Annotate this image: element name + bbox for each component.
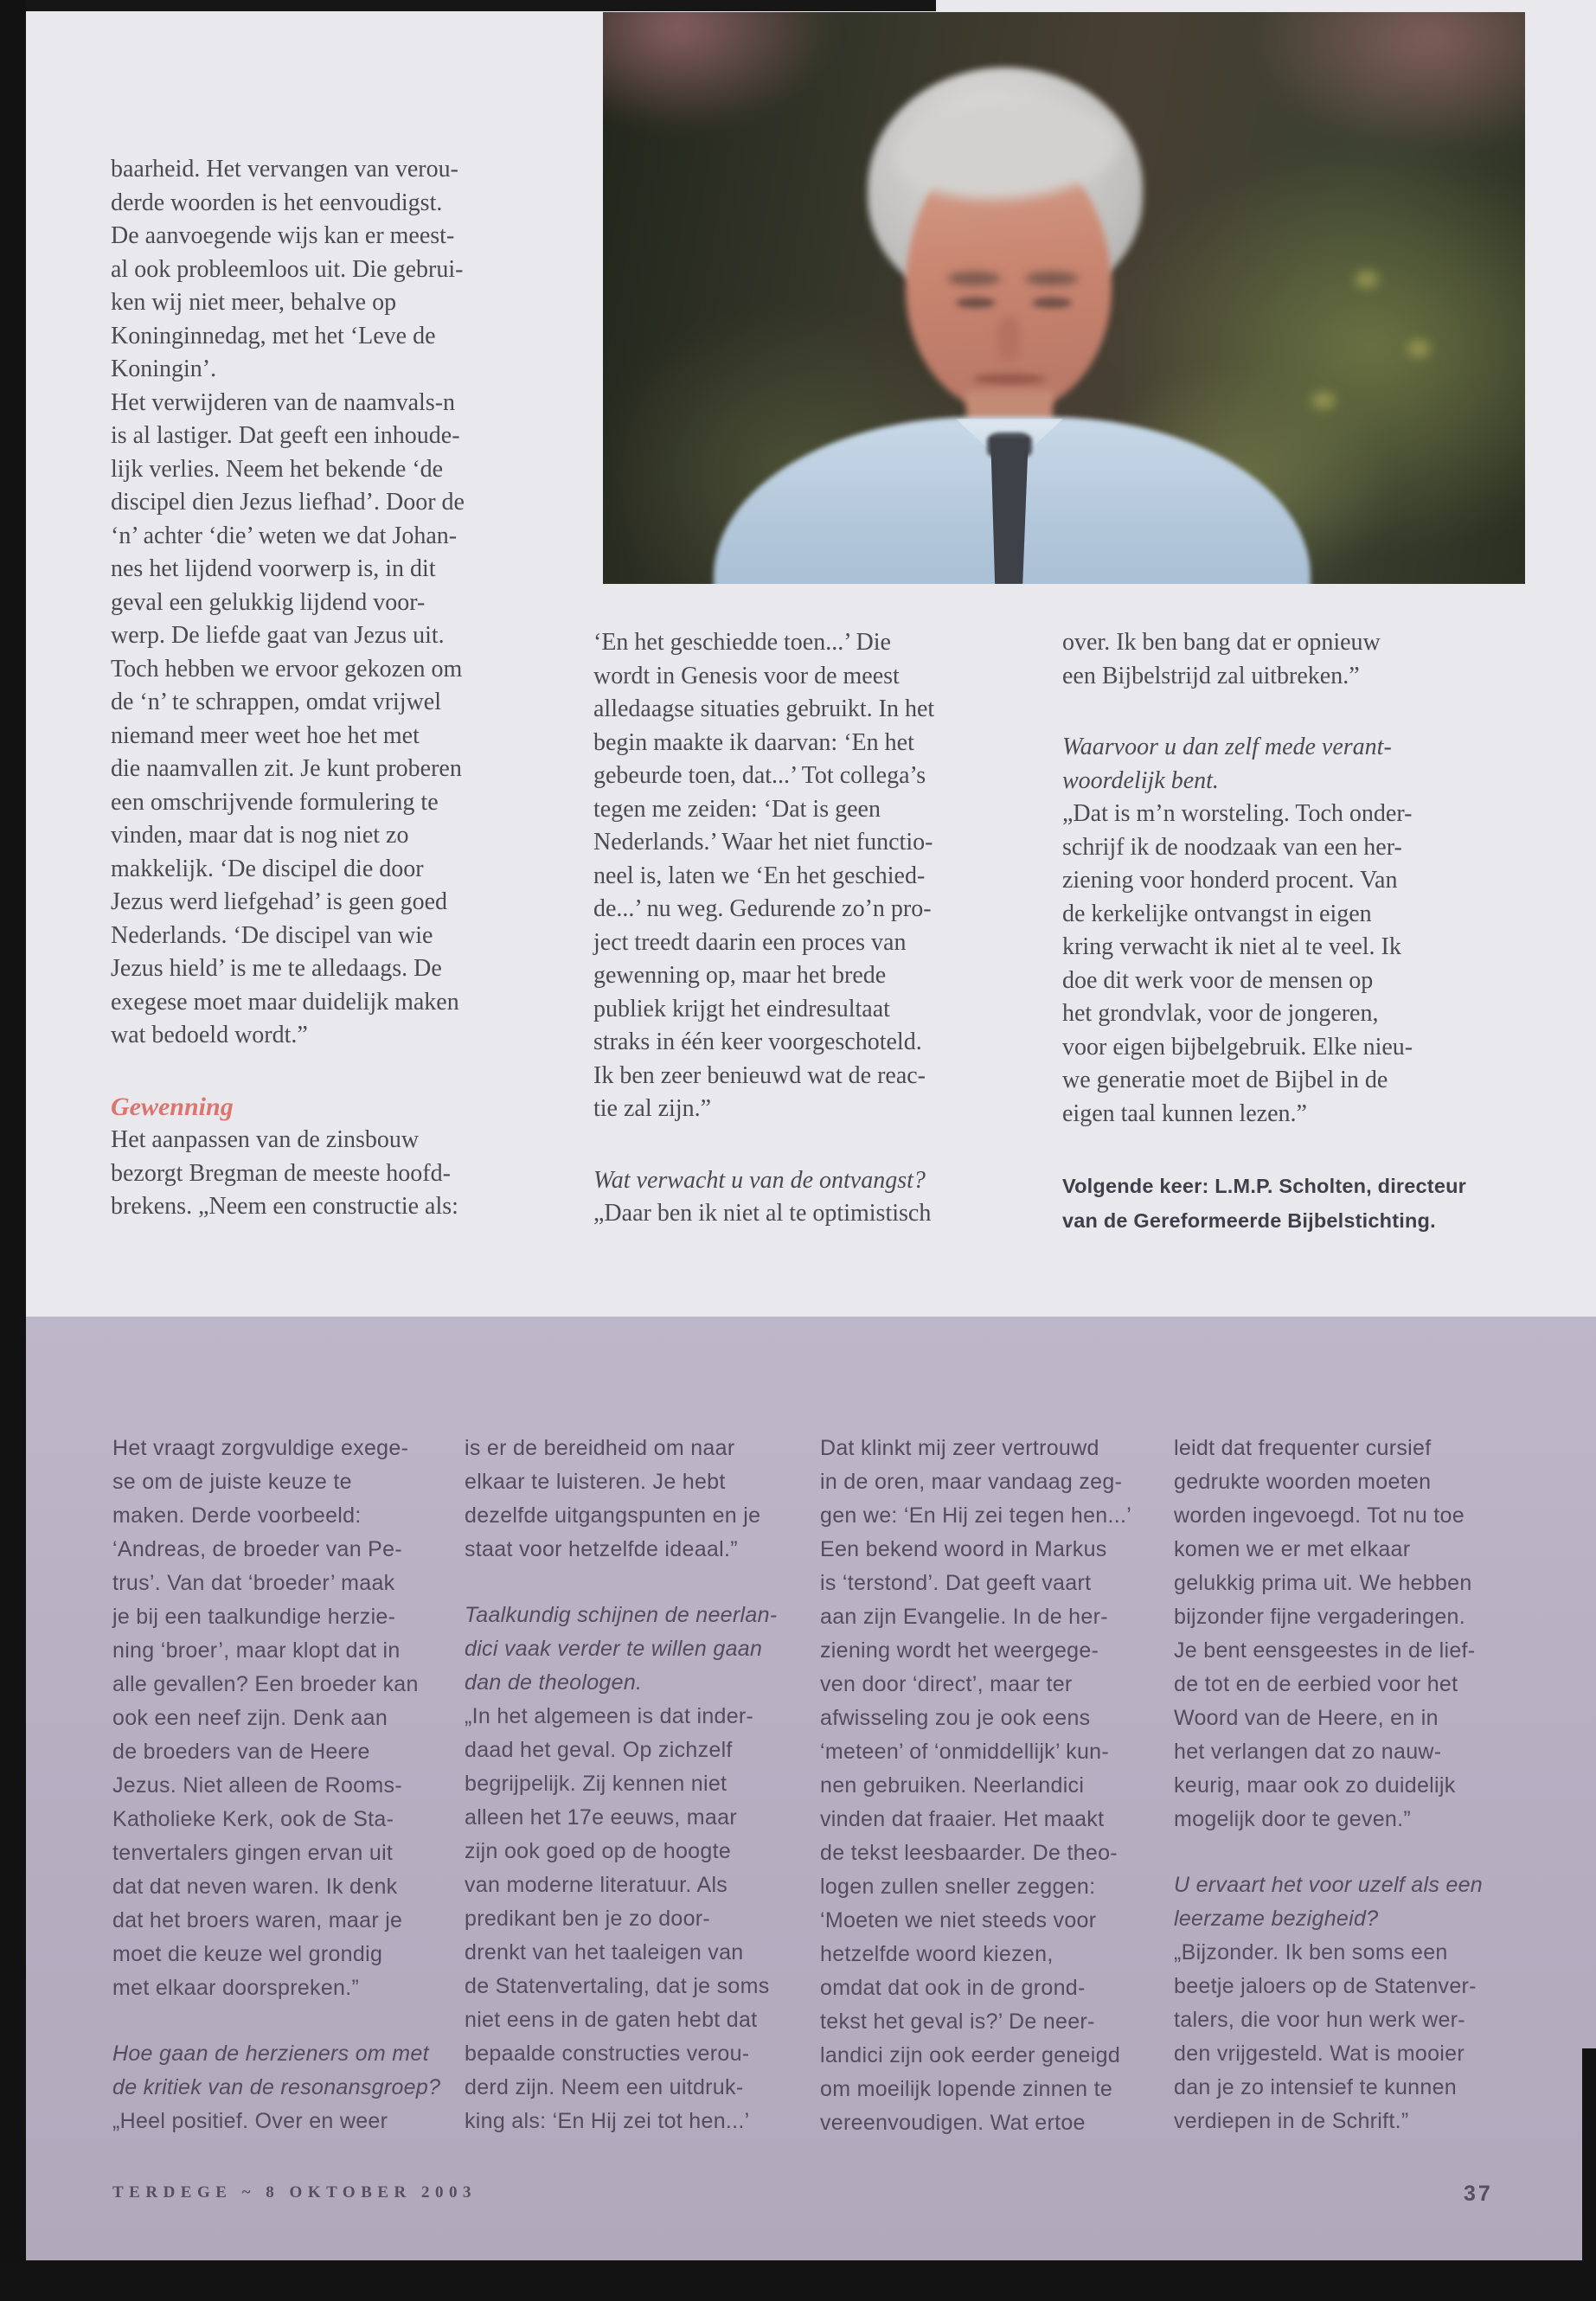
text-block-heading: Gewenning [111,1092,234,1121]
man-eye-right [1032,298,1072,308]
article-column-left [111,153,465,1224]
text-block-normal: „Dat is m’n worsteling. Toch onder- schrijf ik de noodzaak van een her- ziening voor honderd procent. Van de kerkelijke ontvangst in eigen kring verwacht ik niet al te veel. Ik doe dit werk voor de mensen op het grondvlak, voor de jongeren, voor eigen bijbelgebruik. Elke nieu- we generatie moet de Bijbel in de eigen taal kunnen lezen.” [1062,800,1413,1127]
text-block-normal: „Bijzonder. Ik ben soms een beetje jaloers op de Statenver- talers, die voor hun werk wer- den vrijgesteld. Wat is mooier dan je zo intensief te kunnen verdiepen in de Schrift.” [1174,1940,1477,2133]
foliage-highlight [1312,393,1335,408]
text-block-italic: U ervaart het voor uzelf als een leerzame bezigheid? [1174,1873,1483,1931]
man-eyebrow-right [1025,272,1079,285]
text-block-normal: over. Ik ben bang dat er opnieuw een Bijbelstrijd zal uitbreken.” [1062,629,1381,689]
man-eyebrow-left [947,272,1001,285]
interview-column-3 [820,1432,1131,2140]
text-block-normal: „In het algemeen is dat inder- daad het geval. Op zichzelf begrijpelijk. Zij kennen niet alleen het 17e eeuws, maar zijn ook goed op de hoogte van moderne literatuur. Als predikant ben je zo door- drenkt van het taaleigen van de Statenvertaling, dat je soms niet eens in de gaten hebt dat bepaalde constructies verou- derd zijn. Neem een uitdruk- king als: ‘En Hij zei tot hen...’ [465,1704,770,2133]
article-column-right [1062,626,1466,1238]
scan-edge-bottom [0,2260,1596,2301]
man-eye-left [956,298,996,308]
text-block-normal: Het aanpassen van de zinsbouw bezorgt Bregman de meeste hoofd- brekens. „Neem een constructie als: [111,1126,458,1220]
scan-edge-left [0,0,26,2301]
text-block-normal: Dat klinkt mij zeer vertrouwd in de oren, maar vandaag zeg- gen we: ‘En Hij zei tegen hen...’ Een bekend woord in Markus is ‘terstond’. Dat geeft vaart aan zijn Evangelie. In de her- ziening wordt het weergege- ven door ‘direct’, maar ter afwisseling zou je ook eens ‘meteen’ of ‘onmiddellijk’ kun- nen gebruiken. Neerlandici vinden dat fraaier. Het maakt de tekst leesbaarder. De theo- logen zullen sneller zeggen: ‘Moeten we niet steeds voor hetzelfde woord kiezen, omdat dat ook in de grond- tekst het geval is?’ De neer- landici zijn ook eerder geneigd om moeilijk lopende zinnen te vereenvoudigen. Wat ertoe [820,1436,1132,2135]
text-block-italic: Wat verwacht u van de ontvangst? [593,1166,926,1194]
foliage-highlight [1356,272,1378,287]
text-block-italic: Waarvoor u dan zelf mede verant- woordelijk bent. [1062,734,1392,794]
page-number: 37 [1464,2182,1493,2206]
interview-column-4 [1174,1432,1483,2138]
text-block-italic: Taalkundig schijnen de neerlan- dici vaak verder te willen gaan dan de theologen. [465,1603,778,1695]
text-block-normal: Het vraagt zorgvuldige exege- se om de juiste keuze te maken. Derde voorbeeld: ‘Andreas, de broeder van Pe- trus’. Van dat ‘broeder’ maak je bij een taalkundige herzie- ning ‘broer’, maar klopt dat in alle gevallen? Een broeder kan ook een neef zijn. Denk aan de broeders van de Heere Jezus. Niet alleen de Rooms- Katholieke Kerk, ook de Sta- tenvertalers gingen ervan uit dat dat neven waren. Ik denk dat het broers waren, maar je moet die keuze wel grondig met elkaar doorspreken.” [112,1436,419,2000]
text-block-bold: Volgende keer: L.M.P. Scholten, directeur van de Gereformeerde Bijbelstichting. [1062,1175,1467,1232]
foliage-highlight [1407,341,1430,356]
text-block-normal: ‘En het geschiedde toen...’ Die wordt in Genesis voor de meest alledaagse situaties gebruikt. In het begin maakte ik daarvan: ‘En het gebeurde toen, dat...’ Tot collega’s tegen me zeiden: ‘Dat is geen Nederlands.’ Waar het niet functio- neel is, laten we ‘En het geschied- de...’ nu weg. Gedurende zo’n pro- ject treedt daarin een proces van gewenning op, maar het brede publiek krijgt het eindresultaat straks in één keer voorgeschoteld. Ik ben zeer benieuwd wat de reac- tie zal zijn.” [593,629,935,1122]
man-mouth [973,374,1046,384]
text-block-normal: is er de bereidheid om naar elkaar te luisteren. Je hebt dezelfde uitgangspunten en je staat voor hetzelfde ideaal.” [465,1436,761,1561]
scan-edge-right [1582,2048,1596,2265]
text-block-italic: Hoe gaan de herzieners om met de kritiek van de resonansgroep? [112,2041,441,2099]
man-nose [997,317,1020,362]
text-block-normal: leidt dat frequenter cursief gedrukte woorden moeten worden ingevoegd. Tot nu toe komen we er met elkaar gelukkig prima uit. We hebben bijzonder fijne vergaderingen. Je bent eensgeestes in de lief- de tot en de eerbied voor het Woord van de Heere, en in het verlangen dat zo nauw- keurig, maar ook zo duidelijk mogelijk door te geven.” [1174,1436,1476,1831]
footer-magazine-date: TERDEGE ~ 8 OKTOBER 2003 [112,2183,478,2202]
portrait-photo [603,12,1525,584]
interview-column-2 [465,1432,777,2138]
scan-edge-top [26,0,936,11]
text-block-normal: baarheid. Het vervangen van verou- derde woorden is het eenvoudigst. De aanvoegende wijs kan er meest- al ook probleemloos uit. Die gebrui- ken wij niet meer, behalve op Koninginnedag, met het ‘Leve de Koningin’. Het verwijderen van de naamvals-n is al lastiger. Dat geeft een inhoude- lijk verlies. Neem het bekende ‘de discipel dien Jezus liefhad’. Door de ‘n’ achter ‘die’ weten we dat Johan- nes het lijdend voorwerp is, in dit geval een gelukkig lijdend voor- werp. De liefde gaat van Jezus uit. Toch hebben we ervoor gekozen om de ‘n’ te schrappen, omdat vrijwel niemand meer weet hoe het met die naamvallen zit. Je kunt proberen een omschrijvende formulering te vinden, maar dat is nog niet zo makkelijk. ‘De discipel die door Jezus werd liefgehad’ is geen goed Nederlands. ‘De discipel van wie Jezus hield’ is me te alledaags. De exegese moet maar duidelijk maken wat bedoeld wordt.” [111,156,465,1048]
interview-column-1 [112,1432,440,2138]
text-block-normal: „Heel positief. Over en weer [112,2109,388,2133]
article-column-middle [593,626,934,1231]
text-block-normal: „Daar ben ik niet al te optimistisch [593,1200,932,1227]
